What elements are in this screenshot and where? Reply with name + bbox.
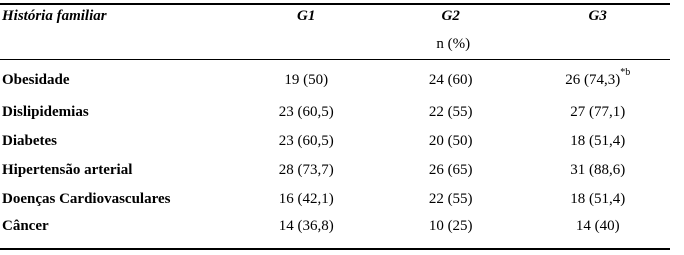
table-row: [0, 213, 670, 249]
column-header-g2: G2: [376, 4, 525, 29]
row-label: Câncer: [0, 213, 236, 249]
cell-g3: 18 (51,4): [570, 190, 626, 207]
row-label: Hipertensão arterial: [2, 161, 133, 178]
cell-g1: 23 (60,5): [278, 132, 334, 149]
cell-g2: 20 (50): [428, 132, 473, 149]
cell-g2: 24 (60): [428, 72, 473, 88]
row-label: Obesidade: [2, 72, 70, 88]
table-row: [0, 60, 670, 98]
cell-g3: 27 (77,1): [570, 103, 626, 120]
table-row: [0, 126, 670, 155]
cell-g2: 22 (55): [428, 103, 473, 120]
significance-note: *b: [620, 67, 631, 78]
cell-g1: 19 (50): [284, 72, 329, 88]
table-row: [0, 155, 670, 184]
row-label: Diabetes: [2, 132, 57, 149]
subheader-empty-cell: [0, 29, 236, 60]
cell-g1: 16 (42,1): [278, 190, 334, 207]
cell-g2: 10 (25): [376, 213, 525, 249]
cell-g3: 18 (51,4): [570, 132, 626, 149]
family-history-table: [0, 3, 670, 250]
table-row: [0, 184, 670, 213]
cell-g3: 31 (88,6): [570, 161, 626, 178]
cell-g1: 14 (36,8): [236, 213, 376, 249]
row-label: Dislipidemias: [2, 103, 89, 120]
cell-g1: 28 (73,7): [278, 161, 334, 178]
table-row: [0, 97, 670, 126]
cell-g3-value: 26 (74,3): [565, 72, 621, 88]
subheader-unit: n (%): [236, 29, 670, 60]
cell-g3: 14 (40): [525, 213, 670, 249]
cell-g2: 22 (55): [428, 190, 473, 207]
cell-g1: 23 (60,5): [278, 103, 334, 120]
column-header-g3: G3: [525, 4, 670, 29]
table-header-row: [0, 4, 670, 29]
cell-g2: 26 (65): [428, 161, 473, 178]
cell-g3: [525, 60, 670, 98]
row-label: Doenças Cardiovasculares: [2, 190, 171, 207]
table-subheader-row: [0, 29, 670, 60]
column-header-label: História familiar: [0, 4, 236, 29]
column-header-g1: G1: [236, 4, 376, 29]
